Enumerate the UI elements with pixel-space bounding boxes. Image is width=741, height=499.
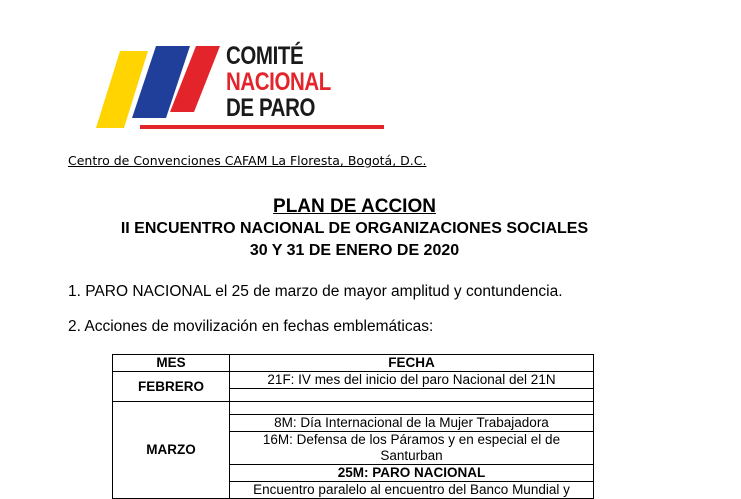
venue-text: Centro de Convenciones CAFAM La Floresta, Bogotá, D.C.	[68, 153, 427, 168]
table-cell: 8M: Día Internacional de la Mujer Trabajadora	[230, 415, 594, 432]
table-cell: 21F: IV mes del inicio del paro Nacional del 21N	[230, 372, 594, 389]
table-cell	[230, 389, 594, 402]
logo-underline	[140, 125, 384, 129]
logo-line-comite: COMITÉ	[226, 42, 304, 70]
header-mes: MES	[113, 355, 230, 372]
month-febrero: FEBRERO	[113, 372, 230, 402]
logo-wordmark	[226, 44, 354, 122]
table-row	[113, 402, 594, 415]
subtitle-date: 30 Y 31 DE ENERO DE 2020	[249, 242, 460, 259]
logo-line-de-paro: DE PARO	[226, 94, 316, 122]
page-title: PLAN DE ACCION	[273, 196, 436, 217]
action-plan-table	[112, 354, 594, 499]
logo-line-nacional: NACIONAL	[226, 68, 331, 96]
table-cell	[230, 402, 594, 415]
table-cell: 16M: Defensa de los Páramos y en especial el de Santurban	[230, 432, 594, 465]
table-header-row	[113, 355, 594, 372]
subtitle-encuentro: II ENCUENTRO NACIONAL DE ORGANIZACIONES SOCIALES	[120, 220, 589, 237]
header-fecha: FECHA	[230, 355, 594, 372]
list-item-paro-nacional: 1. PARO NACIONAL el 25 de marzo de mayor amplitud y contundencia.	[68, 283, 563, 300]
table-row	[113, 372, 594, 389]
list-item-acciones: 2. Acciones de movilización en fechas emblemáticas:	[68, 318, 434, 335]
table-cell: Encuentro paralelo al encuentro del Banco Mundial y	[230, 482, 594, 499]
table-cell: 25M: PARO NACIONAL	[230, 465, 594, 482]
month-marzo: MARZO	[113, 402, 230, 499]
